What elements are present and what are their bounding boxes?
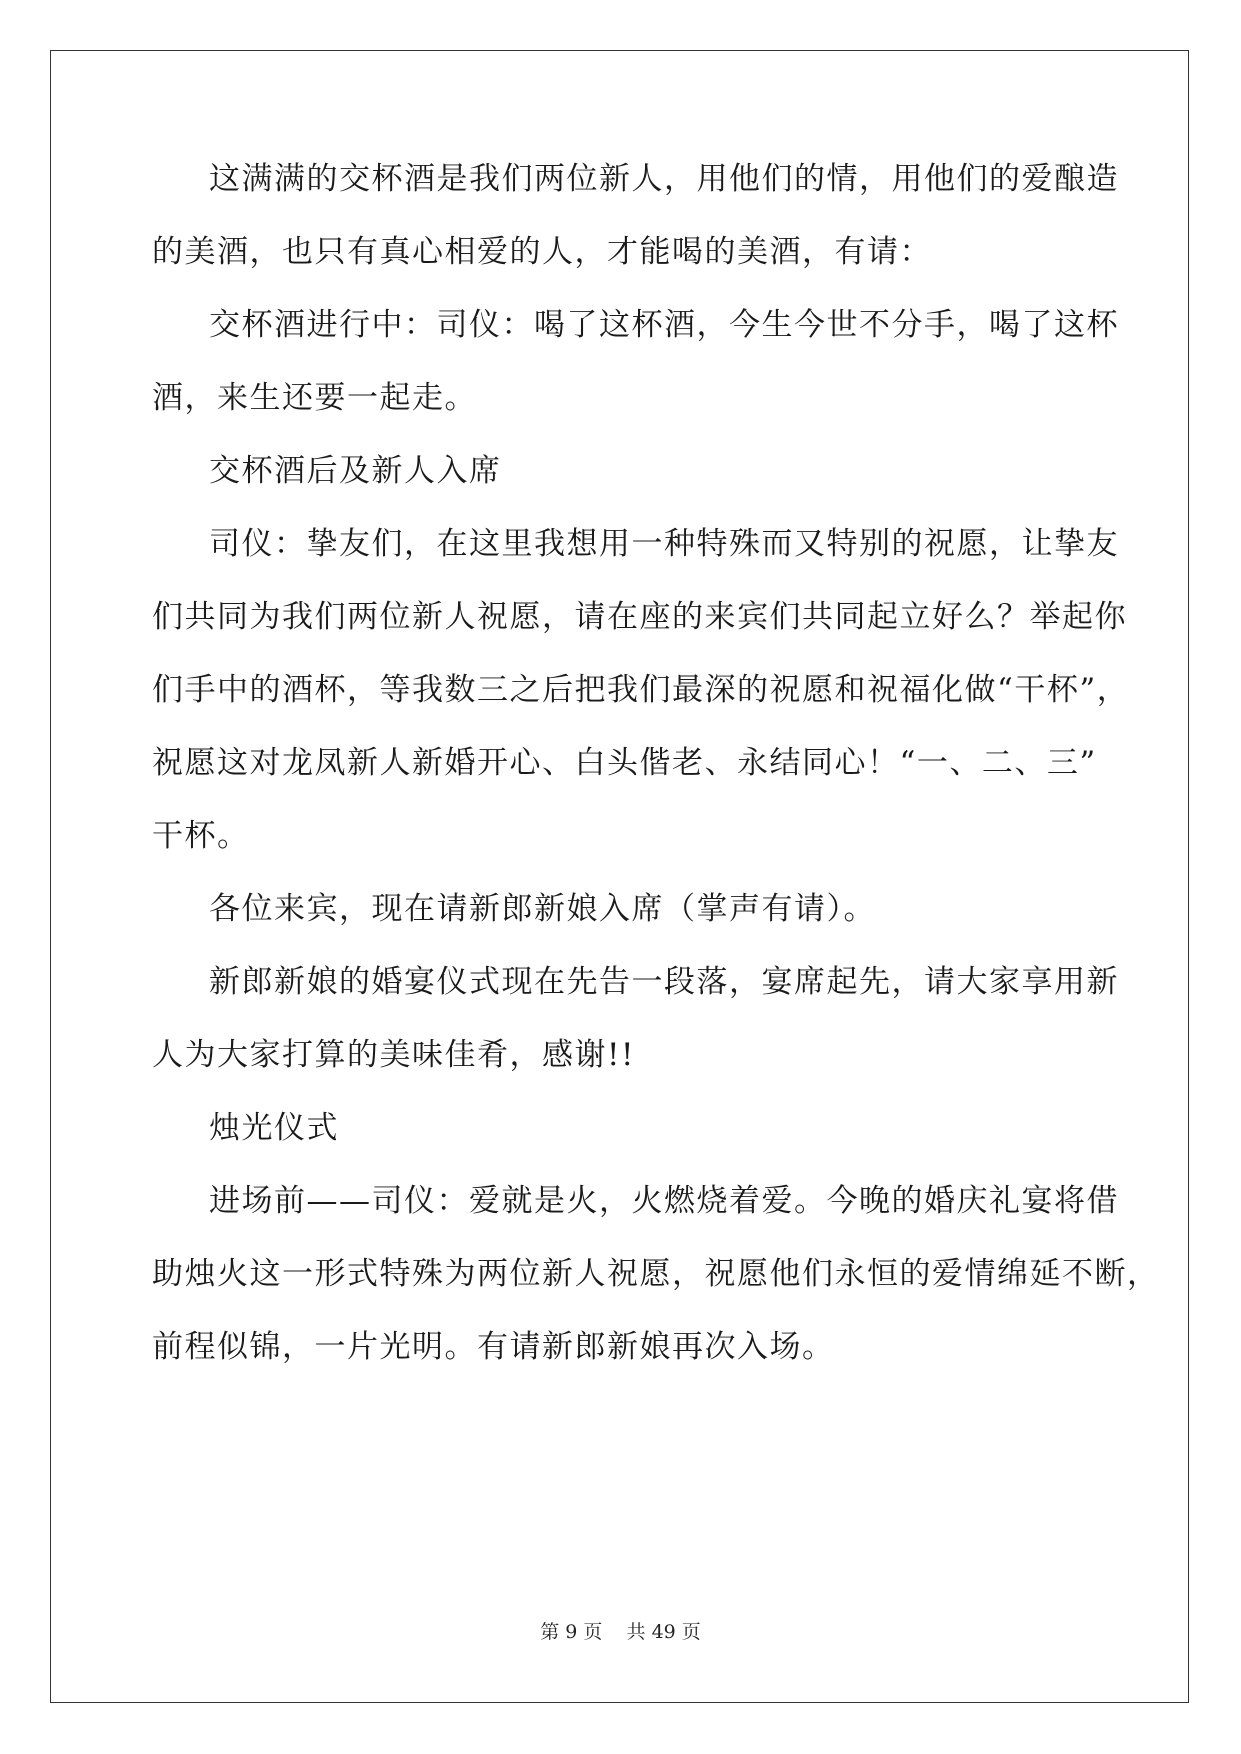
section-heading: 交杯酒后及新人入席	[209, 453, 502, 489]
text-line: 的美酒，也只有真心相爱的人，才能喝的美酒，有请：	[152, 234, 932, 270]
text-line: 酒，来生还要一起走。	[152, 380, 477, 416]
text-line: 进场前——司仪：爱就是火，火燃烧着爱。今晚的婚庆礼宴将借	[209, 1183, 1119, 1219]
text-line: 司仪：挚友们，在这里我想用一种特殊而又特别的祝愿，让挚友	[209, 526, 1119, 562]
text-line: 干杯。	[152, 818, 250, 854]
text-line: 祝愿这对龙凤新人新婚开心、白头偕老、永结同心！“一、二、三”	[152, 745, 1097, 781]
text-line: 各位来宾，现在请新郎新娘入席（掌声有请）。	[209, 891, 876, 927]
page-number: 第 9 页	[540, 1621, 603, 1643]
text-line: 这满满的交杯酒是我们两位新人，用他们的情，用他们的爱酿造	[209, 161, 1119, 197]
page-footer	[0, 1620, 1241, 1644]
page-border	[50, 50, 1189, 1703]
text-line: 们手中的酒杯，等我数三之后把我们最深的祝愿和祝福化做“干杯”，	[152, 672, 1130, 708]
text-line: 们共同为我们两位新人祝愿，请在座的来宾们共同起立好么？举起你	[152, 599, 1127, 635]
text-line: 前程似锦，一片光明。有请新郎新娘再次入场。	[152, 1329, 835, 1365]
section-heading: 烛光仪式	[209, 1110, 339, 1146]
page-total: 共 49 页	[626, 1621, 701, 1643]
text-line: 新郎新娘的婚宴仪式现在先告一段落，宴席起先，请大家享用新	[209, 964, 1119, 1000]
text-line: 交杯酒进行中：司仪：喝了这杯酒，今生今世不分手，喝了这杯	[209, 307, 1119, 343]
text-line: 人为大家打算的美味佳肴，感谢!!	[152, 1037, 635, 1073]
text-line: 助烛火这一形式特殊为两位新人祝愿，祝愿他们永恒的爱情绵延不断，	[152, 1256, 1160, 1292]
